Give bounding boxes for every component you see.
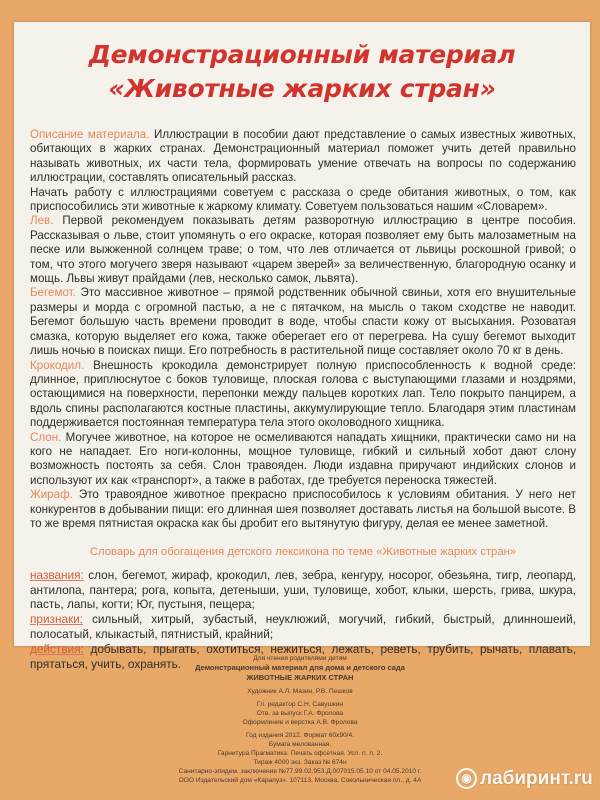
imprint-line: Художник А.Л. Мазин, Р.В. Пешков (247, 688, 353, 695)
animal-label: Лев. (30, 214, 54, 228)
imprint-line: Санитарно-эпидем. заключение №77.99.02.953.Д.007015.05.10 от 04.05.2010 г. (178, 768, 422, 775)
animal-paragraph-lion (30, 214, 576, 286)
watermark (456, 768, 593, 790)
animal-label: Жираф. (30, 488, 73, 502)
description-body (30, 128, 576, 671)
dictionary-text: добывать, прыгать, охотиться, нежиться, лежать, реветь, трубить, рычать, плавать, прятаться, учить, охранять. (30, 641, 576, 671)
dictionary-row-names (30, 568, 576, 612)
watermark-text: лабиринт.ru (480, 768, 593, 789)
labirint-icon: ◉ (456, 768, 477, 789)
dictionary-text: слон, бегемот, жираф, крокодил, лев, зебра, кенгуру, носорог, обезьяна, тигр, леопард, антилопа, пантера; рога, копыта, детеныши, уши, туловище, хобот, клыки, шерсть, грива, шкура, пасть, лапы, когти; Юг, пустыня, пещера; (30, 567, 576, 612)
page-title-line1: Демонстрационный материал (88, 40, 516, 69)
animal-text: Это травоядное животное прекрасно приспособилось к условиям обитания. У него нет конкурентов в добывании пищи: его длинная шея позволяет доставать листья на большой высоте. В то же время пятнистая окраска как бы дробит его вытянутую фигуру, делая ее менее заметной. (30, 488, 576, 530)
description-paragraph-2: Начать работу с иллюстрациями советуем с рассказа о среде обитания животных, о том, как приспособились эти животные к жаркому климату. Советуем пользоваться нашим «Словарем». (30, 185, 576, 214)
animal-text: Могучее животное, на которое не осмеливаются нападать хищники, практически само ни на кого не нападает. Его ноги-колонны, мощное туловище, гибкий и сильный хобот дают слону возможность постоять за себя. Слон травояден. Люди издавна приручают индийских слонов и используют их как «транспорт», а также в работах, где требуется переноска тяжестей. (30, 430, 576, 487)
dictionary-row-features (30, 612, 576, 642)
imprint-line: Гарнитура Прагматика. Печать офсетная. Усл. п. л. 2. (217, 750, 383, 757)
animal-paragraph-giraffe (30, 488, 576, 531)
dictionary-title: Словарь для обогащения детского лексикона по теме «Животные жарких стран» (89, 546, 517, 559)
imprint-line: Отв. за выпуск Г.А. Фролова (256, 710, 344, 717)
animal-text: Внешность крокодила демонстрирует полную приспособленность к водной среде: длинное, приплюснутое с боков туловище, плоская голова с выступающими глазами и ноздрями, остающимися на поверхности, перепонки между пальцев коротких лап. Тело покрыто панцирем, а вдоль спины располагаются костные пластины, аккумулирующие тепло. Благодаря этим пластинам поддерживается постоянная температура тела этого околоводного хищника. (30, 358, 576, 430)
description-paragraph (30, 128, 576, 186)
animal-text: Это массивное животное – прямой родственник обычной свиньи, хотя его внушительные размеры и морда с огромной пастью, а не с пятачком, на мысль о таком сходстве не наводит. Бегемот большую часть времени проводит в воде, чтобы спасти кожу от высыхания. Розоватая смазка, которую выделяет его кожа, также оберегает его от перегрева. На сушу бегемот выходит лишь ночью в поисках пищи. Его потребность в растительной пище составляет около 70 кг в день. (30, 286, 576, 358)
animal-paragraph-elephant (30, 431, 576, 489)
animal-label: Крокодил. (30, 358, 85, 372)
imprint-book-title: ЖИВОТНЫЕ ЖАРКИХ СТРАН (246, 673, 354, 682)
description-label: Описание материала. (30, 128, 150, 141)
imprint-series: Демонстрационный материал для дома и детского сада (195, 663, 405, 672)
animal-paragraph-hippo (30, 286, 576, 358)
dictionary-text: сильный, хитрый, зубастый, неуклюжий, могучий, гибкий, быстрый, длинношеий, полосатый, клыкастый, пятнистый, крайний; (30, 612, 576, 641)
animal-label: Бегемот. (30, 286, 76, 300)
dictionary-label: действия: (30, 641, 84, 656)
imprint-line: Оформление и верстка А.В. Фролова (242, 719, 358, 726)
imprint-line: Тираж 4000 экз. Заказ № 674н (253, 759, 347, 766)
dictionary-label: признаки: (30, 612, 84, 627)
imprint-line: Гл. редактор С.Н. Савушкин (256, 701, 344, 708)
imprint-line: Год издания 2012. Формат 60х90/4. (245, 732, 355, 739)
dictionary-label: названия: (30, 567, 84, 582)
imprint-line: Для чтения родителями детям (253, 655, 347, 662)
imprint-footer (120, 654, 480, 785)
imprint-line: Бумага мелованная. (268, 741, 332, 748)
imprint-line: ООО Издательский дом «Карапуз». 107113, Москва, Сокольническая пл., д. 4А (178, 777, 422, 784)
page-title-line2: «Животные жарких стран» (108, 74, 496, 103)
animal-label: Слон. (30, 430, 62, 444)
description-text: Иллюстрации в пособии дают представление о самых известных животных, обитающих в жарких странах. Демонстрационный материал поможет учить детей правильно называть животных, их части тела, формировать умение отвечать на вопросы по содержанию иллюстрации, составлять описательный рассказ. (30, 128, 576, 185)
animal-text: Первой рекомендуем показывать детям разворотную иллюстрацию в центре пособия. Рассказывая о льве, стоит упомянуть о его окраске, которая позволяет ему быть малозаметным на песке или выжженной солнцем траве; о том, что лев отличается от львицы роскошной гривой; о том, что этого могучего зверя называют «царем зверей» за величественную, благородную осанку и мощь. Львы живут прайдами (лев, несколько самок, львята). (30, 214, 576, 286)
animal-paragraph-crocodile (30, 359, 576, 431)
